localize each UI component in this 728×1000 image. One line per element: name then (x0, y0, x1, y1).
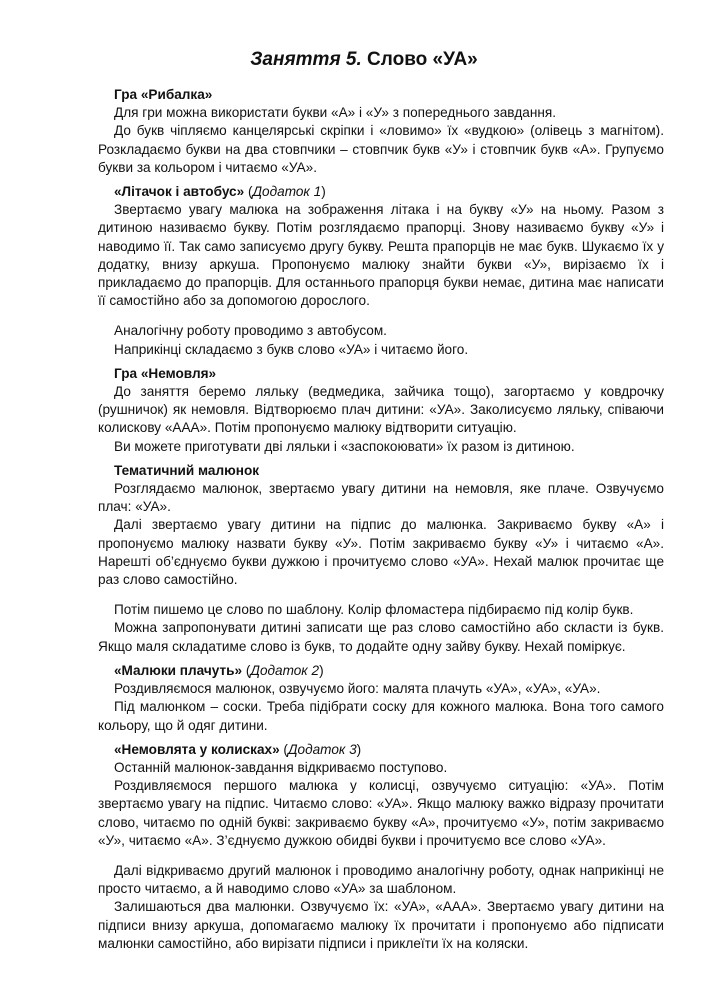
paragraph: До заняття беремо ляльку (ведмедика, зайчика тощо), загортаємо у ковдрочку (рушничок) як немовля. Відтворюємо плач дитини: «УА». Заколисуємо ляльку, співаючи колискову «ААА». Потім пропонуємо малюку відтворити ситуацію. (98, 384, 664, 436)
paragraph: Далі звертаємо увагу дитини на підпис до малюнка. Закриваємо букву «А» і пропонуємо малюку назвати букву «У». Потім закриваємо букву «У» і читаємо «А». Нарешті об’єднуємо букви дужкою і прочитуємо слово «УА». Нехай малюк прочитає ще раз слово самостійно. (98, 517, 664, 588)
paragraph: Можна запропонувати дитині записати ще раз слово самостійно або скласти із букв. Якщо маля складатиме слово із букв, то додайте одну зайву букву. Нехай поміркує. (98, 620, 664, 654)
lesson-topic: Слово «УА» (361, 49, 478, 70)
section-heading-text: «Немовлята у колисках» (114, 741, 280, 757)
paragraph: Роздивляємося малюнок, озвучуємо його: малята плачуть «УА», «УА», «УА». (114, 681, 601, 697)
paragraph: Залишаються два малюнки. Озвучуємо їх: «УА», «ААА». Звертаємо увагу дитини на підписи внизу аркуша, допомагаємо малюку їх прочитати і пропонуємо або підписати малюнки самостійно, або вирізати підписи і приклеїти їх на коляски. (98, 899, 664, 951)
paragraph: Ви можете приготувати дві ляльки і «заспокоювати» їх разом із дитиною. (114, 438, 575, 454)
paragraph: Розглядаємо малюнок, звертаємо увагу дитини на немовля, яке плаче. Озвучуємо плач: «УА». (98, 481, 664, 515)
section-heading: Тематичний малюнок (114, 462, 260, 478)
spacer (98, 310, 664, 322)
paragraph: Наприкінці складаємо з букв слово «УА» і читаємо його. (114, 341, 469, 357)
section-heading: «Літачок і автобус» (Додаток 1) (114, 184, 326, 200)
paragraph: Аналогічну роботу проводимо з автобусом. (114, 323, 387, 339)
paragraph: До букв чіпляємо канцелярські скріпки і «ловимо» їх «вудкою» (олівець з магнітом). Розкладаємо букви на два стовпчики – стовпчик букв «У» і стовпчик букв «А». Групуємо букви за кольором і читаємо «УА». (98, 123, 664, 175)
paragraph: Останній малюнок-завдання відкриваємо поступово. (114, 759, 448, 775)
section-heading: «Немовлята у колисках» (Додаток 3) (114, 741, 362, 757)
lesson-number: Заняття 5. (250, 49, 362, 70)
spacer (98, 850, 664, 862)
appendix-reference: Додаток 2 (250, 662, 320, 678)
section-heading: Гра «Немовля» (114, 365, 217, 381)
paragraph: Далі відкриваємо другий малюнок і проводимо аналогічну роботу, однак наприкінці не просто читаємо, а й наводимо слово «УА» за шаблоном. (98, 862, 664, 897)
paragraph: Потім пишемо це слово по шаблону. Колір фломастера підбираємо під колір букв. (114, 602, 634, 618)
paragraph: Для гри можна використати букви «А» і «У» з попереднього завдання. (114, 105, 556, 121)
section-heading: «Малюки плачуть» (Додаток 2) (114, 662, 324, 678)
document-body (98, 86, 664, 953)
section-heading: Гра «Рибалка» (114, 87, 213, 102)
paragraph: Роздивляємося першого малюка у колисці, озвучуємо ситуацію: «УА». Потім звертаємо увагу на підпис. Читаємо слово: «УА». Якщо малюку важко відразу прочитати слово, читаємо по одній букві: закриваємо букву «А», прочитуємо «У», потім закриваємо «У», читаємо «А». З’єднуємо дужкою обидві букви і прочитуємо все слово «УА». (98, 778, 664, 848)
spacer (98, 589, 664, 601)
page-title (0, 48, 728, 72)
paragraph: Під малюнком – соски. Треба підібрати соску для кожного малюка. Вона того самого кольору, що й одяг дитини. (98, 699, 664, 733)
appendix-reference: Додаток 1 (252, 184, 322, 200)
appendix-reference: Додаток 3 (287, 741, 357, 757)
paragraph: Звертаємо увагу малюка на зображення літака і на букву «У» на ньому. Разом з дитиною називаємо букву. Потім розглядаємо прапорці. Знову називаємо букву «У» і наводимо її. Так само записуємо другу букву. Решта прапорців не має букв. Шукаємо їх у додатку, внизу аркуша. Пропонуємо малюку знайти букви «У», вирізаємо їх і прикладаємо до прапорців. Для останнього прапорця букви немає, дитина має написати її самостійно або за допомогою дорослого. (98, 202, 664, 309)
section-heading-text: «Літачок і автобус» (114, 184, 245, 200)
section-heading-text: «Малюки плачуть» (114, 662, 243, 678)
